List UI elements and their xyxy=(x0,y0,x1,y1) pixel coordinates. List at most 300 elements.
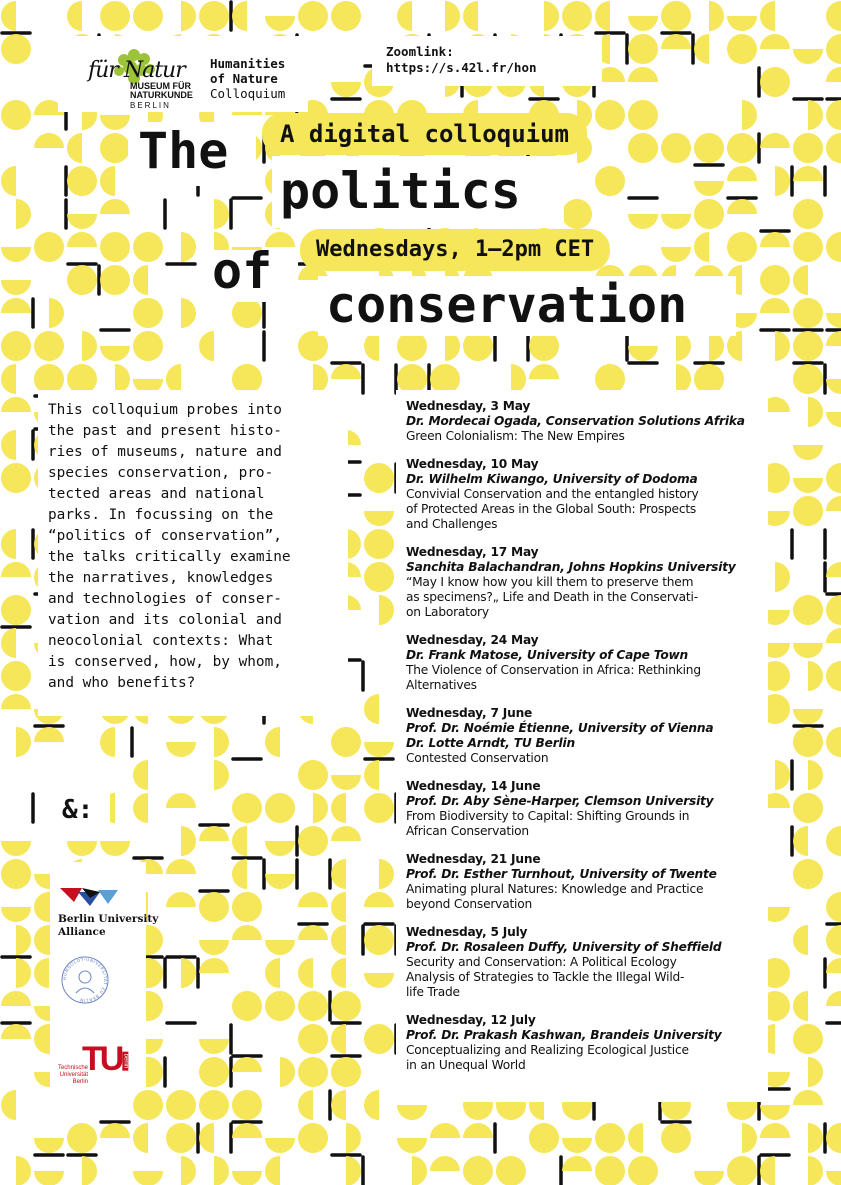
intro-line: species conservation, pro- xyxy=(48,465,274,481)
logo-script: für Natur xyxy=(88,58,185,83)
pattern-circle xyxy=(67,1123,97,1153)
pattern-circle xyxy=(298,991,328,1021)
pattern-circle xyxy=(100,232,130,262)
title-word-politics: politics xyxy=(280,162,521,220)
pattern-semicircle xyxy=(34,1171,64,1185)
pattern-circle xyxy=(595,1123,625,1153)
pattern-semicircle xyxy=(199,940,229,955)
pattern-semicircle xyxy=(265,940,295,955)
event-date: Wednesday, 5 July xyxy=(406,925,528,939)
pattern-semicircle xyxy=(67,133,82,163)
pattern-semicircle xyxy=(214,199,229,229)
pattern-circle xyxy=(1,463,31,493)
pattern-semicircle xyxy=(430,1156,460,1171)
pattern-semicircle xyxy=(67,841,97,856)
pattern-circle xyxy=(793,1024,823,1054)
pattern-circle xyxy=(826,100,841,130)
event-date: Wednesday, 17 May xyxy=(406,545,539,559)
pattern-circle xyxy=(496,1156,526,1185)
pattern-semicircle xyxy=(364,760,379,790)
pattern-semicircle xyxy=(166,892,196,907)
event-title-line: beyond Conservation xyxy=(406,897,533,911)
pattern-circle xyxy=(232,991,262,1021)
tu-mark: TU xyxy=(82,1040,122,1078)
pattern-semicircle xyxy=(826,34,841,64)
pattern-semicircle xyxy=(214,1156,229,1185)
pattern-semicircle xyxy=(49,298,64,328)
pattern-semicircle xyxy=(82,331,97,361)
event-item xyxy=(406,545,766,620)
pattern-semicircle xyxy=(826,628,841,643)
pattern-semicircle xyxy=(1,247,31,262)
pattern-circle xyxy=(331,1,361,31)
logo-name-line-2: NATURKUNDE xyxy=(130,90,193,100)
pattern-circle xyxy=(463,1156,493,1185)
pattern-circle xyxy=(364,1024,394,1054)
pattern-semicircle xyxy=(826,958,841,973)
pattern-semicircle xyxy=(67,1,82,31)
pattern-semicircle xyxy=(133,793,148,823)
pattern-circle xyxy=(100,133,130,163)
pattern-semicircle xyxy=(199,1123,214,1153)
pattern-semicircle xyxy=(364,742,394,757)
pattern-circle xyxy=(595,100,625,130)
pattern-circle xyxy=(331,991,361,1021)
pattern-semicircle xyxy=(313,793,328,823)
pattern-circle xyxy=(166,1123,196,1153)
intro-line: is conserved, how, by whom, xyxy=(48,654,282,670)
pattern-semicircle xyxy=(298,925,328,940)
event-date: Wednesday, 10 May xyxy=(406,457,539,471)
pattern-semicircle xyxy=(214,727,229,757)
pattern-semicircle xyxy=(1,1,16,31)
zoom-label: Zoomlink: xyxy=(386,44,454,59)
pattern-semicircle xyxy=(1,562,31,577)
pattern-semicircle xyxy=(199,1039,229,1054)
pattern-semicircle xyxy=(760,133,790,148)
pattern-circle xyxy=(826,925,841,955)
event-speaker: Prof. Dr. Rosaleen Duffy, University of Sheffield xyxy=(406,940,722,954)
hu-seal xyxy=(60,955,110,1005)
pattern-semicircle xyxy=(1,298,31,313)
event-speaker: Prof. Dr. Aby Sène-Harper, Clemson University xyxy=(406,794,714,808)
pattern-semicircle xyxy=(34,133,64,148)
title-word-the: The xyxy=(138,122,229,180)
pattern-circle xyxy=(727,232,757,262)
pattern-semicircle xyxy=(379,595,394,625)
pattern-semicircle xyxy=(808,760,823,790)
pattern-semicircle xyxy=(397,1,412,31)
intro-line: and who benefits? xyxy=(48,675,196,691)
pattern-circle xyxy=(727,133,757,163)
intro-line: “politics of conservation”, xyxy=(48,528,282,544)
pattern-circle xyxy=(628,1156,658,1185)
pattern-semicircle xyxy=(793,1090,823,1105)
pattern-semicircle xyxy=(1,694,31,709)
pattern-circle xyxy=(760,67,790,97)
pattern-semicircle xyxy=(100,346,130,361)
pattern-circle xyxy=(298,1024,328,1054)
intro-line: vation and its colonial and xyxy=(48,612,282,628)
pattern-semicircle xyxy=(826,331,841,346)
event-title-line: “May I know how you kill them to preserve them xyxy=(406,575,694,589)
series-line-3: Colloquium xyxy=(210,86,286,101)
pattern-circle xyxy=(34,331,64,361)
tu-logo-text xyxy=(54,1065,88,1086)
pattern-semicircle xyxy=(265,958,280,988)
event-title-line: in an Unequal World xyxy=(406,1058,526,1072)
event-speaker: Prof. Dr. Prakash Kashwan, Brandeis University xyxy=(406,1028,722,1042)
logo-city: BERLIN xyxy=(130,101,171,110)
pattern-semicircle xyxy=(331,1090,346,1120)
pattern-semicircle xyxy=(181,1,196,31)
pattern-semicircle xyxy=(742,1123,757,1153)
pattern-semicircle xyxy=(628,1123,643,1153)
pattern-semicircle xyxy=(661,214,691,229)
pattern-semicircle xyxy=(265,16,295,31)
intro-line: neocolonial contexts: What xyxy=(48,633,274,649)
pattern-circle xyxy=(826,463,841,493)
event-speaker: Dr. Frank Matose, University of Cape Town xyxy=(406,648,689,662)
pattern-semicircle xyxy=(346,1156,361,1185)
pattern-semicircle xyxy=(364,892,394,907)
event-title-line: Conceptualizing and Realizing Ecological Justice xyxy=(406,1043,689,1057)
schedule-pill: Wednesdays, 1–2pm CET xyxy=(300,229,610,271)
pattern-semicircle xyxy=(364,973,394,988)
pattern-semicircle xyxy=(760,1,775,31)
pattern-circle xyxy=(562,199,592,229)
event-item xyxy=(406,399,766,444)
pattern-circle xyxy=(694,133,724,163)
title-word-conservation: conservation xyxy=(326,276,688,334)
zoom-link[interactable]: https://s.42l.fr/hon xyxy=(386,60,537,75)
pattern-circle xyxy=(298,1057,328,1087)
pattern-semicircle xyxy=(280,1057,295,1087)
pattern-semicircle xyxy=(463,1,478,31)
pattern-semicircle xyxy=(298,1090,313,1120)
pattern-semicircle xyxy=(826,1123,841,1153)
pattern-semicircle xyxy=(826,826,841,856)
event-title-line: life Trade xyxy=(406,985,460,999)
pattern-circle xyxy=(826,1,841,31)
pattern-semicircle xyxy=(808,1156,823,1185)
pattern-semicircle xyxy=(694,34,709,64)
pattern-semicircle xyxy=(793,925,808,955)
pattern-circle xyxy=(793,859,823,889)
pattern-circle xyxy=(331,727,361,757)
pattern-circle xyxy=(265,991,295,1021)
pattern-semicircle xyxy=(181,1156,196,1185)
pattern-semicircle xyxy=(445,1,460,31)
intro-line: This colloquium probes into xyxy=(48,402,282,418)
pattern-semicircle xyxy=(397,1138,427,1153)
event-title-line: Security and Conservation: A Political Ecology xyxy=(406,955,677,969)
pattern-circle xyxy=(265,793,295,823)
pattern-semicircle xyxy=(544,1,559,31)
pattern-semicircle xyxy=(826,67,841,82)
pattern-semicircle xyxy=(34,958,49,988)
pattern-circle xyxy=(298,1,328,31)
pattern-semicircle xyxy=(346,1123,361,1153)
pattern-semicircle xyxy=(166,859,196,874)
pattern-circle xyxy=(133,1,163,31)
pattern-circle xyxy=(793,232,823,262)
pattern-semicircle xyxy=(595,1,610,31)
pattern-semicircle xyxy=(100,727,115,757)
event-title-line: Convivial Conservation and the entangled history xyxy=(406,487,699,501)
pattern-semicircle xyxy=(214,760,229,790)
pattern-semicircle xyxy=(133,1171,163,1185)
pattern-semicircle xyxy=(775,166,790,196)
intro-line: and technologies of conser- xyxy=(48,591,282,607)
pattern-circle xyxy=(1,34,31,64)
pattern-semicircle xyxy=(628,346,658,361)
pattern-semicircle xyxy=(628,214,658,229)
pattern-semicircle xyxy=(133,1123,148,1153)
pattern-semicircle xyxy=(793,643,823,658)
pattern-circle xyxy=(364,562,394,592)
pattern-semicircle xyxy=(808,100,823,130)
pattern-semicircle xyxy=(430,1123,460,1138)
tu-line-3: Berlin xyxy=(72,1079,88,1085)
pattern-semicircle xyxy=(265,1138,295,1153)
pattern-semicircle xyxy=(346,529,361,559)
pattern-circle xyxy=(793,595,823,625)
pattern-semicircle xyxy=(199,958,229,973)
pattern-circle xyxy=(793,133,823,163)
event-title-line: African Conservation xyxy=(406,824,529,838)
pattern-semicircle xyxy=(562,1156,592,1171)
pattern-semicircle xyxy=(1,529,16,559)
intro-line: ries of museums, nature and xyxy=(48,444,282,460)
event-item xyxy=(406,925,766,1000)
pattern-semicircle xyxy=(16,199,31,229)
pattern-circle xyxy=(727,1156,757,1185)
pattern-semicircle xyxy=(298,892,328,907)
event-title-line: Animating plural Natures: Knowledge and Practice xyxy=(406,882,704,896)
pattern-semicircle xyxy=(808,1123,823,1153)
pattern-circle xyxy=(199,1090,229,1120)
title-word-of: of xyxy=(212,242,273,300)
logo-name-line-1: MUSEUM FÜR xyxy=(130,81,191,91)
pattern-circle xyxy=(232,892,262,922)
pattern-semicircle xyxy=(331,1024,346,1054)
pattern-circle xyxy=(34,232,64,262)
event-date: Wednesday, 7 June xyxy=(406,706,533,720)
event-item xyxy=(406,706,766,766)
intro-text xyxy=(48,400,340,694)
event-item xyxy=(406,852,766,912)
pattern-semicircle xyxy=(181,232,196,262)
pattern-semicircle xyxy=(331,925,346,955)
pattern-semicircle xyxy=(166,793,196,808)
tagline-pill: A digital colloquium xyxy=(262,113,587,155)
pattern-semicircle xyxy=(232,1123,262,1138)
event-speaker: Dr. Lotte Arndt, TU Berlin xyxy=(406,736,575,750)
pattern-semicircle xyxy=(16,958,31,988)
pattern-semicircle xyxy=(775,760,790,790)
pattern-semicircle xyxy=(694,181,724,196)
event-title-line: as specimens?„ Life and Death in the Conservati- xyxy=(406,590,698,604)
pattern-semicircle xyxy=(826,595,841,625)
pattern-semicircle xyxy=(808,661,823,691)
pattern-semicircle xyxy=(826,412,841,427)
pattern-semicircle xyxy=(232,925,262,940)
pattern-semicircle xyxy=(760,1156,775,1185)
pattern-semicircle xyxy=(709,1,724,31)
pattern-circle xyxy=(298,760,328,790)
pattern-circle xyxy=(595,1156,625,1185)
pattern-semicircle xyxy=(1,1090,16,1120)
event-date: Wednesday, 3 May xyxy=(406,399,531,413)
pattern-semicircle xyxy=(133,760,148,790)
pattern-semicircle xyxy=(34,1138,64,1153)
event-title-line: Contested Conservation xyxy=(406,751,549,765)
event-item xyxy=(406,633,766,693)
pattern-semicircle xyxy=(331,892,346,922)
pattern-semicircle xyxy=(694,1171,724,1185)
pattern-circle xyxy=(298,826,328,856)
pattern-semicircle xyxy=(628,67,658,82)
pattern-circle xyxy=(760,265,790,295)
pattern-circle xyxy=(793,331,823,361)
pattern-semicircle xyxy=(331,775,361,790)
pattern-semicircle xyxy=(364,694,379,724)
pattern-semicircle xyxy=(232,826,247,856)
intro-line: the talks critically examine xyxy=(48,549,291,565)
intro-line: the past and present histo- xyxy=(48,423,282,439)
pattern-semicircle xyxy=(1,430,16,460)
pattern-circle xyxy=(793,727,823,757)
pattern-semicircle xyxy=(760,1123,790,1138)
event-date: Wednesday, 12 July xyxy=(406,1013,536,1027)
pattern-circle xyxy=(826,232,841,262)
pattern-semicircle xyxy=(529,364,559,379)
pattern-semicircle xyxy=(16,925,31,955)
pattern-circle xyxy=(727,34,757,64)
pattern-semicircle xyxy=(331,82,361,97)
intro-line: tected areas and national xyxy=(48,486,265,502)
pattern-circle xyxy=(793,793,823,823)
pattern-semicircle xyxy=(265,1156,280,1185)
event-date: Wednesday, 14 June xyxy=(406,779,541,793)
event-date: Wednesday, 24 May xyxy=(406,633,539,647)
pattern-circle xyxy=(529,1123,559,1153)
pattern-semicircle xyxy=(397,1105,427,1120)
partners-label: &: xyxy=(62,795,94,825)
pattern-semicircle xyxy=(793,49,823,64)
bua-logo-icon xyxy=(60,886,122,908)
pattern-circle xyxy=(364,529,394,559)
pattern-circle xyxy=(793,496,823,526)
pattern-circle xyxy=(661,133,691,163)
pattern-semicircle xyxy=(661,34,691,49)
pattern-semicircle xyxy=(166,742,196,757)
event-item xyxy=(406,1013,766,1073)
pattern-circle xyxy=(199,892,229,922)
pattern-circle xyxy=(1,100,31,130)
event-title-line: Analysis of Strategies to Tackle the Illegal Wild- xyxy=(406,970,685,984)
pattern-circle xyxy=(793,364,823,394)
pattern-semicircle xyxy=(826,133,841,163)
event-title-line: of Protected Areas in the Global South: Prospects xyxy=(406,502,697,516)
pattern-semicircle xyxy=(265,874,295,889)
pattern-semicircle xyxy=(826,313,841,328)
pattern-circle xyxy=(133,232,163,262)
event-list xyxy=(406,399,766,1086)
pattern-semicircle xyxy=(661,247,691,262)
pattern-semicircle xyxy=(67,232,97,247)
pattern-circle xyxy=(133,298,163,328)
pattern-semicircle xyxy=(100,199,130,214)
event-title-line: The Violence of Conservation in Africa: Rethinking xyxy=(406,663,701,677)
pattern-semicircle xyxy=(793,826,808,856)
pattern-semicircle xyxy=(727,199,757,214)
pattern-circle xyxy=(1,661,31,691)
pattern-semicircle xyxy=(727,16,757,31)
pattern-semicircle xyxy=(100,841,130,856)
pattern-semicircle xyxy=(16,727,31,757)
pattern-semicircle xyxy=(742,100,757,130)
pattern-semicircle xyxy=(1,280,31,295)
event-title-line: on Laboratory xyxy=(406,605,489,619)
pattern-circle xyxy=(628,100,658,130)
pattern-semicircle xyxy=(1,628,16,658)
pattern-semicircle xyxy=(727,166,757,181)
pattern-semicircle xyxy=(808,397,823,427)
pattern-semicircle xyxy=(1,991,31,1006)
pattern-semicircle xyxy=(628,16,658,31)
pattern-circle xyxy=(694,199,724,229)
pattern-circle xyxy=(1,331,31,361)
pattern-semicircle xyxy=(760,298,790,313)
pattern-semicircle xyxy=(793,991,808,1021)
intro-line: parks. In focussing on the xyxy=(48,507,274,523)
series-line-1: Humanities xyxy=(210,56,286,71)
pattern-circle xyxy=(364,463,394,493)
pattern-semicircle xyxy=(379,859,394,889)
event-item xyxy=(406,779,766,839)
pattern-semicircle xyxy=(265,727,280,757)
pattern-semicircle xyxy=(793,445,823,460)
pattern-circle xyxy=(67,166,97,196)
pattern-semicircle xyxy=(826,1171,841,1185)
event-speaker: Prof. Dr. Esther Turnhout, University of Twente xyxy=(406,867,717,881)
pattern-semicircle xyxy=(232,1171,262,1185)
event-title-line: Green Colonialism: The New Empires xyxy=(406,429,625,443)
pattern-circle xyxy=(562,1,592,31)
pattern-semicircle xyxy=(181,298,196,328)
event-item xyxy=(406,457,766,532)
pattern-semicircle xyxy=(808,1057,823,1087)
zoom-info xyxy=(386,44,537,76)
bua-logo-text xyxy=(58,913,158,939)
pattern-circle xyxy=(100,1,130,31)
pattern-semicircle xyxy=(760,34,790,49)
pattern-semicircle xyxy=(232,859,247,889)
event-title-line: From Biodiversity to Capital: Shifting Grounds in xyxy=(406,809,690,823)
logo-name xyxy=(130,82,193,100)
pattern-semicircle xyxy=(100,166,115,196)
pattern-circle xyxy=(661,1123,691,1153)
event-speaker: Dr. Wilhelm Kiwango, University of Dodoma xyxy=(406,472,698,486)
pattern-semicircle xyxy=(760,1105,790,1120)
pattern-circle xyxy=(232,1090,262,1120)
pattern-semicircle xyxy=(793,478,823,493)
pattern-circle xyxy=(793,298,823,328)
pattern-circle xyxy=(199,1057,229,1087)
pattern-circle xyxy=(364,925,394,955)
